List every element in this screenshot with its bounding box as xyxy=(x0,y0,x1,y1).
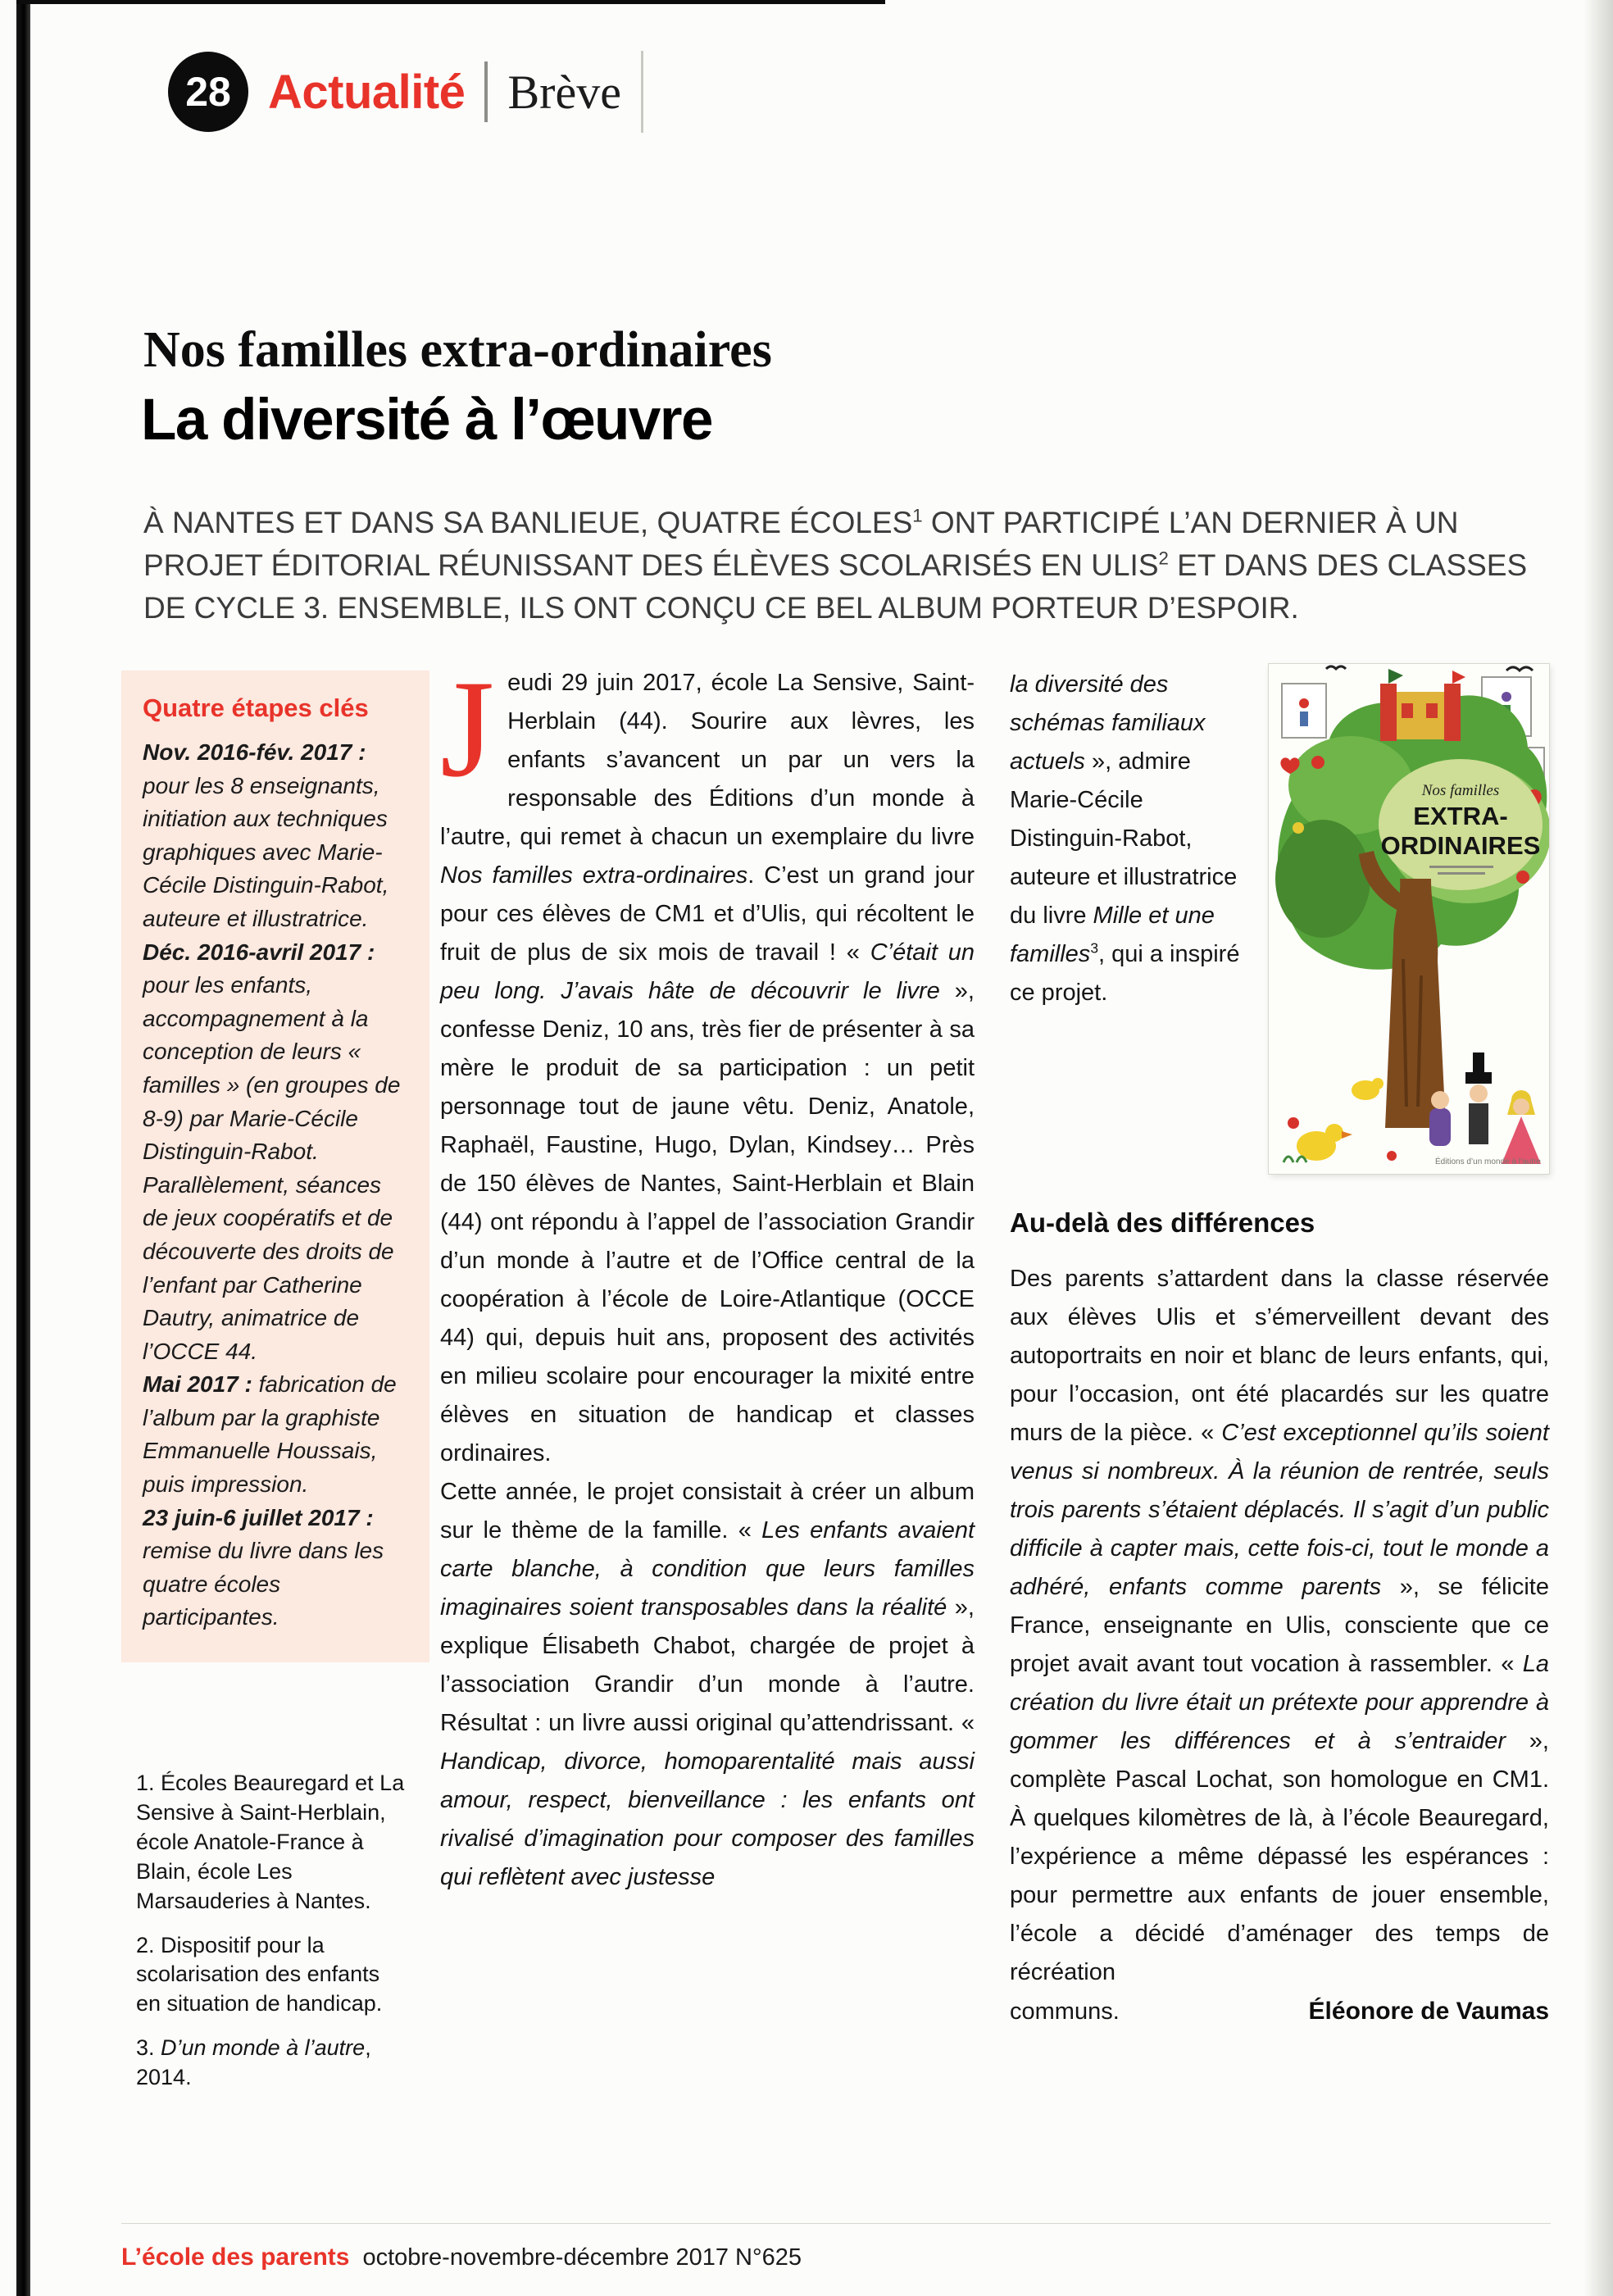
article-paragraph-4: Des parents s’attardent dans la classe réservée aux élèves Ulis et s’émerveillent devant des autoportraits en noir et blanc de leurs enfants, qui, pour l’occasion, ont été placardés sur les quatre murs de la pièce. « C’est exceptionnel qu’ils soient venus si nombreux. À la réunion de rentrée, seuls trois parents s’étaient déplacés. Il s’agit d’un public difficile à capter mais, cette fois-ci, tout le monde a adhéré, enfants comme parents », se félicite France, enseignante en Ulis, consciente que ce projet avait avant tout vocation à rassembler. « La création du livre était un prétexte pour apprendre à gommer les différences et à s’entraider », complète Pascal Lochat, son homologue en CM1. À quelques kilomètres de là, à l’école Beauregard, l’expérience a même dépassé les espérances : pour permettre aux enfants de jouer ensemble, l’école a décidé d’aménager des temps de récréation xyxy=(1010,1266,1549,1985)
drop-cap: J xyxy=(440,652,495,806)
page-number-badge xyxy=(168,52,248,132)
standfirst: À NANTES ET DANS SA BANLIEUE, QUATRE ÉCOLES$^1$ ONT PARTICIPÉ L’AN DERNIER À UN PROJET ÉDITORIAL RÉUNISSANT DES ÉLÈVES SCOLARISÉS EN ULIS$^2$ ET DANS DES CLASSES DE CYCLE 3. ENSEMBLE, ILS ONT CONÇU CE BEL ALBUM PORTEUR D’ESPOIR. xyxy=(143,505,1528,625)
subsection-divider xyxy=(641,51,643,133)
article-paragraph-3: la diversité des schémas familiaux actuels », admire Marie-Cécile Distinguin-Rabot, auteure et illustratrice du livre Mille et une familles$^3$, qui a inspiré ce projet. xyxy=(1010,671,1240,1006)
key-steps-box xyxy=(121,671,429,1662)
magazine-name: L’école des parents xyxy=(121,2244,350,2271)
page-number: 28 xyxy=(185,69,231,115)
author-byline: Éléonore de Vaumas xyxy=(1308,1998,1549,2025)
cover-publisher: Éditions d’un monde à l’autre xyxy=(1435,1157,1541,1166)
page-footer xyxy=(121,2223,1551,2271)
scan-top-edge xyxy=(16,0,885,4)
paragraph-last-word: communs. xyxy=(1010,1998,1120,2025)
cover-title-line2: ORDINAIRES xyxy=(1380,831,1541,860)
byline-row xyxy=(1010,1992,1549,2031)
key-steps-title: Quatre étapes clés xyxy=(143,693,369,722)
article-paragraph-2: Cette année, le projet consistait à créer un album sur le thème de la famille. « Les enfants avaient carte blanche, à condition que leurs familles imaginaires soient transposables dans la réalité », explique Élisabeth Chabot, chargée de projet à l’association Grandir d’un monde à l’autre. Résultat : un livre aussi original qu’attendrissant. « Handicap, divorce, homoparentalité mais aussi amour, respect, bienveillance : les enfants ont rivalisé d’imagination pour composer des familles qui reflètent avec justesse xyxy=(440,1479,975,1890)
key-step-item: Mai 2017 : fabrication de l’album par la graphiste Emmanuelle Houssais, puis impression. xyxy=(143,1371,397,1498)
article-title: La diversité à l’œuvre xyxy=(141,388,713,452)
masthead xyxy=(168,51,643,133)
scan-left-edge xyxy=(16,0,30,2296)
footnotes xyxy=(136,1769,408,2093)
key-step-item: Nov. 2016-fév. 2017 : pour les 8 enseignants, initiation aux techniques graphiques avec Marie-Cécile Distinguin-Rabot, auteure et illustratrice. xyxy=(143,739,389,931)
article-main-column xyxy=(440,652,975,1897)
scan-right-shading xyxy=(1583,0,1613,2296)
subsection-label: Brève xyxy=(507,65,621,119)
article-kicker: Nos familles extra-ordinaires xyxy=(143,322,772,378)
section-label: Actualité xyxy=(268,65,466,119)
cover-title xyxy=(1379,759,1543,890)
article-subhead: Au-delà des différences xyxy=(1010,1207,1315,1238)
footnote-2: 2. Dispositif pour la scolarisation des enfants en situation de handicap. xyxy=(136,1932,383,2016)
footnote-3: 3. D’un monde à l’autre, 2014. xyxy=(136,2035,371,2090)
section-divider xyxy=(484,61,488,122)
issue-info: octobre-novembre-décembre 2017 N°625 xyxy=(362,2244,802,2271)
cover-title-line1: EXTRA- xyxy=(1413,802,1508,830)
book-cover-image xyxy=(1269,664,1549,1174)
article-paragraph-1: Jeudi 29 juin 2017, école La Sensive, Saint-Herblain (44). Sourire aux lèvres, les enfants s’avancent un par un vers la responsable des Éditions d’un monde à l’autre, qui remet à chacun un exemplaire du livre Nos familles extra-ordinaires. C’est un grand jour pour ces élèves de CM1 et d’Ulis, qui récoltent le fruit de plus de six mois de travail ! « C’était un peu long. J’avais hâte de découvrir le livre », confesse Deniz, 10 ans, très fier de présenter à sa mère le produit de sa participation : un petit personnage tout de jaune vêtu. Deniz, Anatole, Raphaël, Faustine, Hugo, Dylan, Kindsey… Près de 150 élèves de Nantes, Saint-Herblain et Blain (44) ont répondu à l’appel de l’association Grandir d’un monde à l’autre et de l’Office central de la coopération à l’école de Loire-Atlantique (OCCE 44) qui, depuis huit ans, proposent des activités en milieu scolaire pour encourager la mixité entre élèves en situation de handicap et classes ordinaires. xyxy=(440,652,975,1466)
footnote-1: 1. Écoles Beauregard et La Sensive à Saint-Herblain, école Anatole-France à Blain, école Les Marsauderies à Nantes. xyxy=(136,1771,405,1913)
book-cover-illustration xyxy=(1269,664,1549,1174)
key-step-item: Déc. 2016-avril 2017 : pour les enfants, accompagnement à la conception de leurs « familles » (en groupes de 8-9) par Marie-Cécile Distinguin-Rabot. Parallèlement, séances de jeux coopératifs et de découverte des droits de l’enfant par Catherine Dautry, animatrice de l’OCCE 44. xyxy=(143,939,401,1364)
cover-title-pre: Nos familles xyxy=(1421,782,1500,799)
key-step-item: 23 juin-6 juillet 2017 : remise du livre dans les quatre écoles participantes. xyxy=(143,1504,384,1630)
